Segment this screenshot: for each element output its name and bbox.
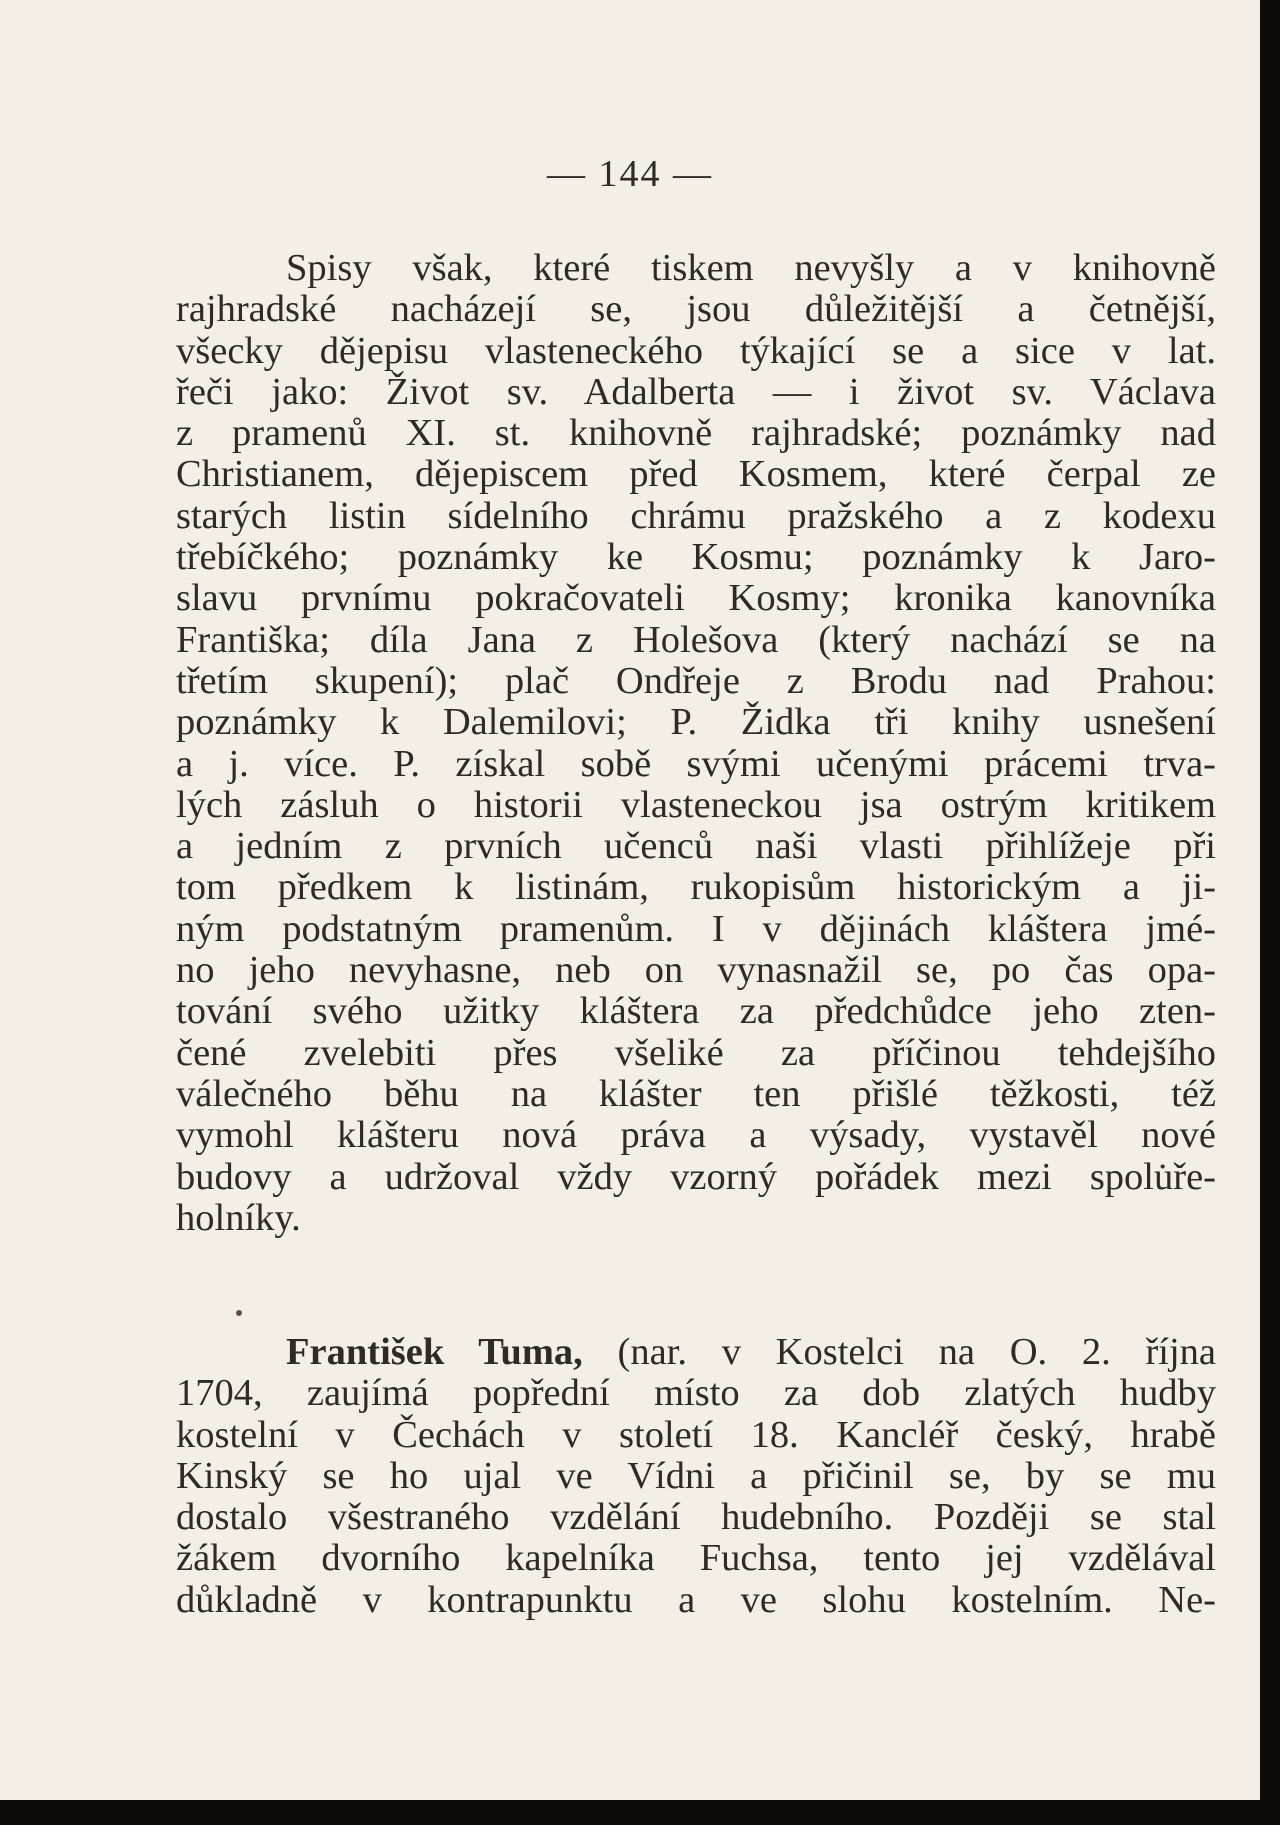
text-line: válečného běhu na klášter ten přišlé těžkosti, též	[176, 1072, 1216, 1115]
text-line: Spisy však, které tiskem nevyšly a v knihovně	[286, 247, 1216, 289]
text-line: 1704, zaujímá popřední místo za dob zlatých hudby	[176, 1372, 1216, 1415]
text-line: a j. více. P. získal sobě svými učenými prácemi trva-	[176, 742, 1216, 785]
scan-right-edge	[1264, 0, 1280, 1825]
text-line: tování svého užitky kláštera za předchůdce jeho zten-	[176, 990, 1216, 1033]
text-line: slavu prvnímu pokračovateli Kosmy; kronika kanovníka	[176, 577, 1216, 620]
paragraph-2	[176, 1332, 1216, 1621]
text-line: poznámky k Dalemilovi; P. Židka tři knihy usnešení	[176, 701, 1216, 744]
text-line: důkladně v kontrapunktu a ve slohu kostelním. Ne-	[176, 1578, 1216, 1621]
text-line: no jeho nevyhasne, neb on vynasnažil se, po čas opa-	[176, 949, 1216, 992]
first-line-text: (nar. v Kostelci na O. 2. října	[617, 1331, 1217, 1373]
text-line: rajhradské nacházejí se, jsou důležitější a četnější,	[176, 288, 1216, 331]
text-line: čené zvelebiti přes všeliké za příčinou tehdejšího	[176, 1031, 1216, 1074]
page-number: — 144 —	[547, 153, 713, 195]
text-line: tom předkem k listinám, rukopisům historickým a ji-	[176, 866, 1216, 909]
person-name: František Tuma,	[286, 1331, 583, 1373]
text-line: lých zásluh o historii vlasteneckou jsa ostrým kritikem	[176, 783, 1216, 826]
text-line: dostalo všestraného vzdělání hudebního. Později se stal	[176, 1496, 1216, 1539]
text-line: starých listin sídelního chrámu pražského a z kodexu	[176, 494, 1216, 537]
text-line: budovy a udržoval vždy vzorný pořádek mezi spolu̇ře-	[176, 1155, 1216, 1198]
text-line: kostelní v Čechách v století 18. Kancléř český, hrabě	[176, 1413, 1216, 1456]
text-line: vymohl klášteru nová práva a výsady, vystavěl nové	[176, 1114, 1216, 1157]
text-line: žákem dvorního kapelníka Fuchsa, tento jej vzdělával	[176, 1537, 1216, 1580]
scan-bottom-edge	[0, 1801, 1280, 1825]
text-line: všecky dějepisu vlasteneckého týkající se a sice v lat.	[176, 329, 1216, 372]
ink-dot	[236, 1310, 242, 1316]
text-line: Kinský se ho ujal ve Vídni a přičinil se, by se mu	[176, 1454, 1216, 1497]
text-line: řeči jako: Život sv. Adalberta — i život sv. Václava	[176, 370, 1216, 413]
text-line: ným podstatným pramenům. I v dějinách kláštera jmé-	[176, 907, 1216, 950]
text-line: a jedním z prvních učenců naši vlasti přihlížeje při	[176, 825, 1216, 868]
paragraph-1	[176, 248, 1216, 1239]
text-line: Františka; díla Jana z Holešova (který nachází se na	[176, 618, 1216, 661]
text-line-first	[176, 1332, 1216, 1373]
text-line: holníky.	[176, 1196, 301, 1239]
text-line: z pramenů XI. st. knihovně rajhradské; poznámky nad	[176, 412, 1216, 455]
text-line: třebíčkého; poznámky ke Kosmu; poznámky k Jaro-	[176, 536, 1216, 579]
text-line: třetím skupení); plač Ondřeje z Brodu nad Prahou:	[176, 659, 1216, 702]
text-line: Christianem, dějepiscem před Kosmem, které čerpal ze	[176, 453, 1216, 496]
